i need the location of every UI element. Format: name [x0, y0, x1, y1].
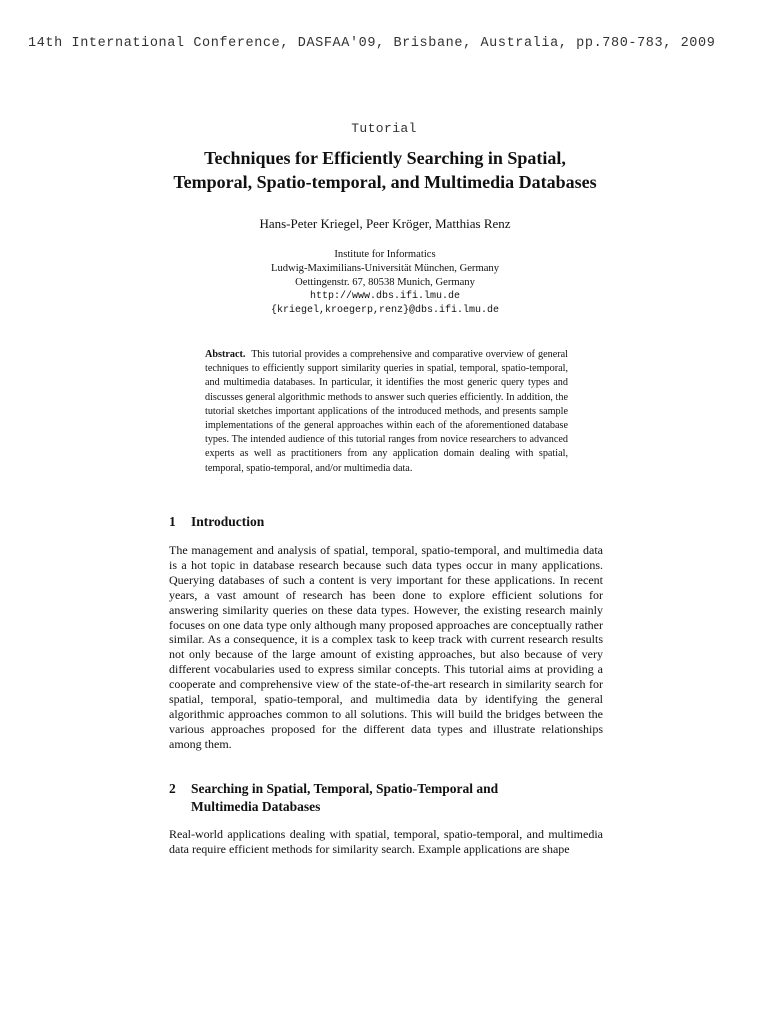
section-title: Introduction	[191, 514, 265, 529]
abstract-text: This tutorial provides a comprehensive and comparative overview of general techniques to efficiently support similarity queries in spatial, temporal, spatio-temporal, and multimedia databases. In particular, it identifies the most generic query types and discusses general algorithmic methods to answer such queries efficiently. In addition, the tutorial sketches important applications of the introduced methods, and presents sample implementations of the general approaches within each of the aforementioned database types. The intended audience of this tutorial ranges from novice researchers to advanced experts as well as practitioners from any application domain dealing with spatial, temporal, spatio-temporal, and/or multimedia data.	[205, 349, 568, 474]
institute-name: Institute for Informatics	[334, 249, 436, 260]
section-paragraph-introduction: The management and analysis of spatial, temporal, spatio-temporal, and multimedia data is a hot topic in database research because such data types occur in many applications. Querying databases of such a content is very important for these applications. In recent years, a vast amount of research has been done to explore efficient solutions for answering similarity queries on these data types. However, the existing research mainly focuses on one data type only although many proposed approaches are conceptually rather similar. As a consequence, it is a complex task to keep track with current research results not only because of the large amount of existing approaches, but also because of very different vocabularies used to express similar concepts. This tutorial aims at providing a cooperate and comprehensive view of the state-of-the-art research in similarity search for spatial, temporal, spatio-temporal, and multimedia data by identifying the general algorithmic approaches common to all solutions. This will build the bridges between the various approaches proposed for the different data types and illustrate relationships among them.	[169, 543, 603, 751]
section-number: 1	[169, 514, 176, 529]
postal-address: Oettingenstr. 67, 80538 Munich, Germany	[295, 277, 475, 288]
abstract	[205, 348, 568, 476]
author-emails: {kriegel,kroegerp,renz}@dbs.ifi.lmu.de	[270, 305, 500, 316]
affiliation-block	[0, 248, 768, 318]
paper-title-line-2: Temporal, Spatio-temporal, and Multimedia Databases	[173, 172, 597, 192]
website-url: http://www.dbs.ifi.lmu.de	[309, 291, 461, 302]
section-number: 2	[169, 781, 176, 796]
section-heading-introduction	[169, 513, 264, 531]
author-list: Hans-Peter Kriegel, Peer Kröger, Matthias Renz	[259, 216, 511, 231]
paper-title-line-1: Techniques for Efficiently Searching in Spatial,	[204, 148, 566, 168]
university-name: Ludwig-Maximilians-Universität München, Germany	[270, 263, 499, 274]
abstract-label: Abstract.	[205, 349, 246, 360]
conference-header: 14th International Conference, DASFAA'09, Brisbane, Australia, pp.780-783, 2009	[28, 36, 716, 51]
section-title: Searching in Spatial, Temporal, Spatio-Temporal and	[191, 781, 499, 796]
section-title-continued: Multimedia Databases	[191, 799, 321, 814]
section-heading-searching	[169, 780, 498, 816]
section-paragraph-searching: Real-world applications dealing with spatial, temporal, spatio-temporal, and multimedia data require efficient methods for similarity search. Example applications are shape	[169, 827, 603, 856]
paper-title	[120, 146, 650, 194]
paper-type-label: Tutorial	[351, 121, 417, 136]
